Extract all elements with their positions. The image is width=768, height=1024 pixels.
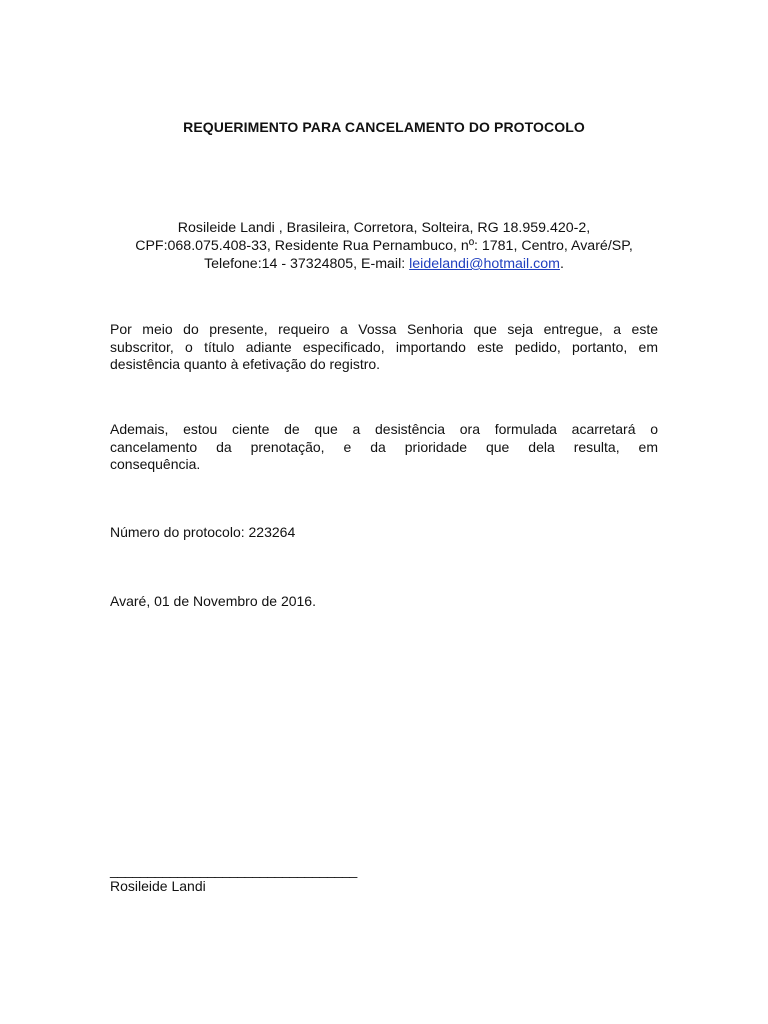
email-link[interactable]: leidelandi@hotmail.com <box>409 256 560 272</box>
request-paragraph-line-1: Por meio do presente, requeiro a Vossa Senhoria que seja entregue, a este <box>110 321 658 337</box>
signature-line: _________________________________ <box>110 862 358 878</box>
document-title: REQUERIMENTO PARA CANCELAMENTO DO PROTOCOLO <box>183 119 585 135</box>
acknowledgement-paragraph <box>110 421 658 474</box>
request-paragraph-line-2: subscritor, o título adiante especificado, importando este pedido, portanto, em <box>110 338 658 355</box>
period: . <box>559 256 564 272</box>
acknowledgement-paragraph-line-1: Ademais, estou ciente de que a desistência ora formulada acarretará o <box>110 421 658 437</box>
requester-identification <box>80 219 688 273</box>
requester-line-2: CPF:068.075.408-33, Residente Rua Pernambuco, nº: 1781, Centro, Avaré/SP, <box>135 238 633 254</box>
document-date: Avaré, 01 de Novembro de 2016. <box>110 593 316 609</box>
request-paragraph <box>110 321 658 374</box>
requester-line-3 <box>80 255 688 273</box>
phone-text: Telefone:14 - 37324805, E-mail: <box>204 256 410 272</box>
requester-line-1: Rosileide Landi , Brasileira, Corretora, Solteira, RG 18.959.420-2, <box>177 220 591 236</box>
acknowledgement-paragraph-line-3: consequência. <box>110 456 201 472</box>
request-paragraph-line-3: desistência quanto à efetivação do registro. <box>110 356 381 372</box>
acknowledgement-paragraph-line-2: cancelamento da prenotação, e da prioridade que dela resulta, em <box>110 438 658 455</box>
protocol-number: Número do protocolo: 223264 <box>110 524 296 540</box>
signature-name: Rosileide Landi <box>110 878 206 894</box>
